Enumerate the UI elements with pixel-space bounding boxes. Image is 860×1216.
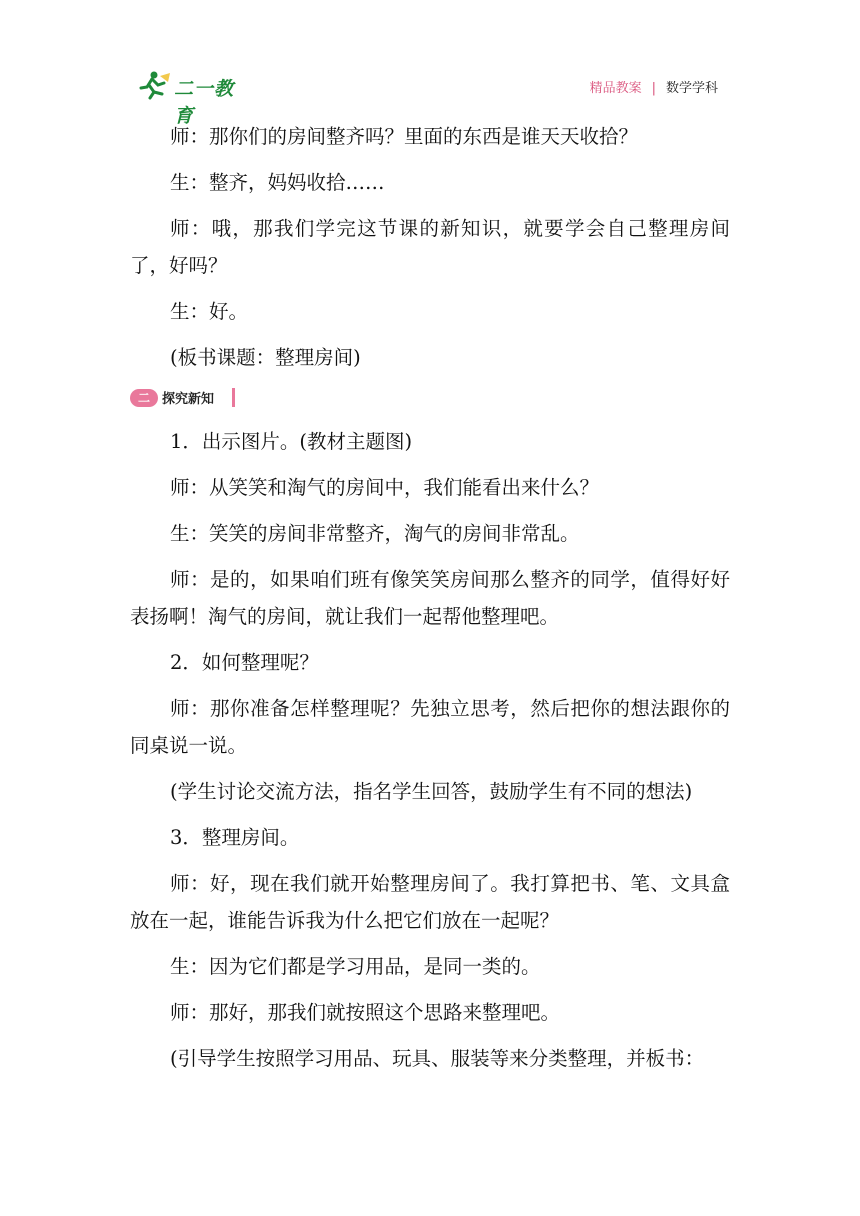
header-separator: | xyxy=(651,81,656,96)
paragraph: 师：那你们的房间整齐吗？里面的东西是谁天天收拾？ xyxy=(170,125,639,148)
header-brand: 精品教案 xyxy=(589,81,642,96)
paragraph: 师：是的，如果咱们班有像笑笑房间那么整齐的同学，值得好好表扬啊！淘气的房间，就让我们一起帮他整理吧。 xyxy=(130,568,730,628)
paragraph: 师：从笑笑和淘气的房间中，我们能看出来什么？ xyxy=(170,476,600,499)
section-header xyxy=(130,385,730,413)
paragraph: 师：那你准备怎样整理呢？先独立思考，然后把你的想法跟你的同桌说一说。 xyxy=(130,697,730,757)
runner-logo-icon xyxy=(138,70,172,100)
paragraph: 生：好。 xyxy=(170,300,249,323)
document-body xyxy=(130,118,730,1086)
paragraph: 2．如何整理呢？ xyxy=(170,651,319,674)
header-right xyxy=(590,77,718,96)
section-end-marker xyxy=(232,388,235,407)
section-title: 探究新知 xyxy=(162,392,215,407)
paragraph: 生：因为它们都是学习用品，是同一类的。 xyxy=(170,955,541,978)
logo xyxy=(138,70,248,127)
paragraph: 生：笑笑的房间非常整齐，淘气的房间非常乱。 xyxy=(170,522,580,545)
logo-text: 二一教育 xyxy=(174,78,235,127)
paragraph: 师：哦，那我们学完这节课的新知识，就要学会自己整理房间了，好吗？ xyxy=(130,217,730,277)
paragraph: 3．整理房间。 xyxy=(170,826,300,849)
paragraph: (板书课题：整理房间) xyxy=(170,346,361,369)
paragraph: 师：那好，那我们就按照这个思路来整理吧。 xyxy=(170,1001,561,1024)
paragraph: 1．出示图片。(教材主题图) xyxy=(170,430,413,453)
page-header xyxy=(0,0,860,127)
section-badge: 二 xyxy=(130,389,158,407)
paragraph: 生：整齐，妈妈收拾…… xyxy=(170,171,385,194)
paragraph: 师：好，现在我们就开始整理房间了。我打算把书、笔、文具盒放在一起，谁能告诉我为什么把它们放在一起呢？ xyxy=(130,872,730,932)
paragraph: (引导学生按照学习用品、玩具、服装等来分类整理，并板书： xyxy=(170,1047,705,1070)
paragraph: (学生讨论交流方法，指名学生回答，鼓励学生有不同的想法) xyxy=(170,780,693,803)
header-subject: 数学学科 xyxy=(665,81,718,96)
